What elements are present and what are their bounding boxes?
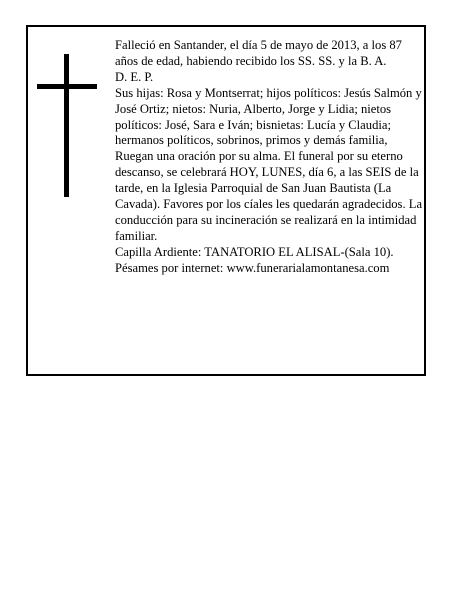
dep-line: D. E. P. — [115, 69, 154, 84]
cross-icon-crossbar — [37, 84, 97, 89]
death-announcement: Falleció en Santander, el día 5 de mayo de 2013, a los 87 años de edad, habiendo recibido los SS. SS. y la B. A. — [115, 38, 402, 68]
funeral-details: Ruegan una oración por su alma. El funeral por su eterno descanso, se celebrará HOY, LUNES, día 6, a las SEIS de la tarde, en la Iglesia Parroquial de San Juan Bautista (La Cavada). Favores por los cíales les quedarán agradecidos. La conducción para su incineración se realizará en la intimidad familiar. — [115, 149, 423, 243]
cross-icon — [64, 54, 69, 197]
obituary-text — [115, 38, 423, 277]
condolences-website: Pésames por internet: www.funerarialamontanesa.com — [115, 260, 390, 275]
family-list: Sus hijas: Rosa y Montserrat; hijos políticos: Jesús Salmón y José Ortiz; nietos: Nuria, Alberto, Jorge y Lidia; nietos políticos: José, Sara e Iván; bisnietas: Lucía y Claudia; hermanos políticos, sobrinos, primos y demás familia, — [115, 85, 422, 148]
chapel-info: Capilla Ardiente: TANATORIO EL ALISAL-(Sala 10). — [115, 244, 394, 259]
